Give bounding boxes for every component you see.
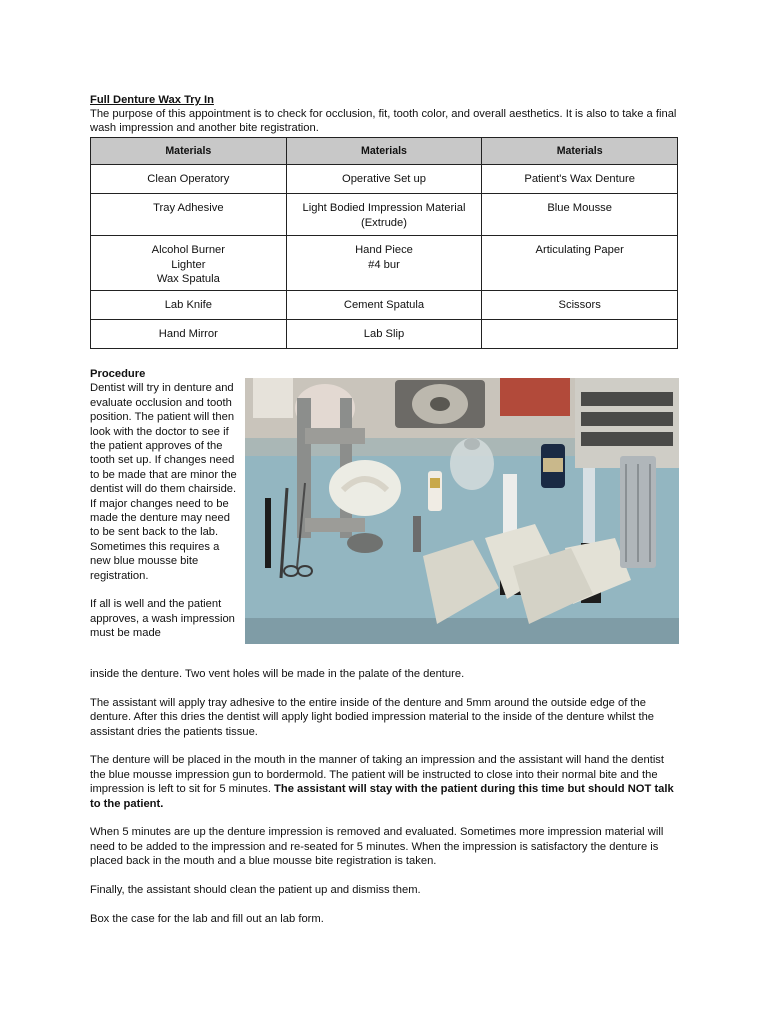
procedure-paragraph: Finally, the assistant should clean the patient up and dismiss them. [90,884,421,897]
table-cell: Articulating Paper [482,236,678,291]
table-cell: Scissors [482,291,678,320]
table-cell: Cement Spatula [286,291,482,320]
table-cell: Operative Set up [286,165,482,194]
table-row [91,291,678,320]
table-row [91,320,678,349]
table-cell: Clean Operatory [91,165,287,194]
document-page [90,93,680,925]
procedure-paragraph: When 5 minutes are up the denture impression is removed and evaluated. Sometimes more impression material will need to be added to the impression and re-seated for 5 minutes. When the impression is satisfactory the denture is placed back in the mouth and a blue mousse bite registration is taken. [90,826,664,868]
table-cell: Hand Piece #4 bur [286,236,482,291]
procedure-text: The denture will be placed in the mouth in the manner of taking an impression and the assistant will hand the dentist the blue mousse impression gun to bordermold. The patient will be instructed to close into their normal bite and the impression is left to sit for 5 minutes. [90,754,665,796]
procedure-paragraph: The assistant will apply tray adhesive to the entire inside of the denture and 5mm around the outside edge of the denture. After this dries the dentist will apply light bodied impression material to the inside of the denture whilst the assistant dries the patients tissue. [90,696,655,738]
procedure-paragraph: Box the case for the lab and fill out an lab form. [90,912,324,925]
table-header-cell: Materials [482,138,678,165]
table-cell: Lab Knife [91,291,287,320]
warning-text: The assistant will stay with the patient during this time but should NOT talk to the patient. [90,783,674,810]
table-row [91,165,678,194]
table-cell: Tray Adhesive [91,194,287,236]
dental-materials-photo [245,378,679,644]
table-header-cell: Materials [91,138,287,165]
procedure-paragraph-wrap: If all is well and the patient approves, a wash impression must be made [90,598,235,639]
procedure-body [90,667,680,941]
materials-table [90,137,678,349]
table-row [91,194,678,236]
table-header-cell: Materials [286,138,482,165]
procedure-paragraph [90,753,680,811]
table-cell: Light Bodied Impression Material (Extrude) [286,194,482,236]
table-cell: Alcohol Burner Lighter Wax Spatula [91,236,287,291]
table-cell [482,320,678,349]
table-cell: Hand Mirror [91,320,287,349]
procedure-paragraph: Dentist will try in denture and evaluate occlusion and tooth position. The patient will then look with the doctor to see if the patient approves of the tooth set up. If changes need to be made that are minor the dentist will do them chairside. If major changes need to be made the denture may need to be sent back to the lab. Sometimes this requires a new blue mousse bite registration. [90,382,237,582]
procedure-paragraph: inside the denture. Two vent holes will be made in the palate of the denture. [90,668,465,680]
document-title: Full Denture Wax Try In [90,94,214,106]
procedure-heading: Procedure [90,368,146,380]
table-header-row [91,138,678,165]
intro-paragraph: The purpose of this appointment is to check for occlusion, fit, tooth color, and overall aesthetics. It is also to take a final wash impression and another bite registration. [90,108,677,134]
procedure-section [90,367,240,640]
table-cell: Blue Mousse [482,194,678,236]
table-cell: Lab Slip [286,320,482,349]
table-cell: Patient's Wax Denture [482,165,678,194]
table-row [91,236,678,291]
